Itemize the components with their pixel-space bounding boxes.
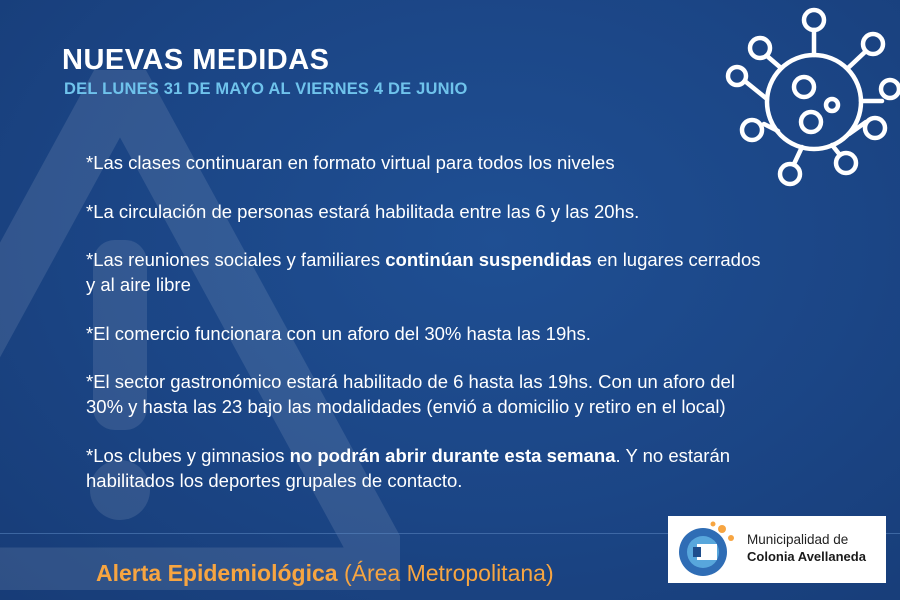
date-range-subtitle: DEL LUNES 31 DE MAYO AL VIERNES 4 DE JUNIO bbox=[64, 80, 468, 98]
measure-emphasis: no podrán abrir durante esta semana bbox=[289, 444, 616, 466]
measure-text: *La circulación de personas estará habilitada entre las 6 y las 20hs. bbox=[86, 200, 640, 222]
measure-item bbox=[86, 443, 766, 493]
municipal-logo bbox=[668, 516, 886, 583]
logo-text-line1: Municipalidad de bbox=[747, 532, 849, 547]
measure-text: *El sector gastronómico estará habilitado de 6 hasta las 19hs. Con un aforo del 30% y hasta las 23 bajo las modalidades (envió a domicilio y retiro en el local) bbox=[86, 371, 735, 417]
measure-text: *Las reuniones sociales y familiares bbox=[86, 249, 386, 270]
measure-text: en lugares cerrados y al aire libre bbox=[86, 249, 761, 295]
measure-text: *Las clases continuaran en formato virtual para todos los niveles bbox=[86, 152, 615, 173]
measure-text: *El comercio funcionara con un aforo del 30% hasta las 19hs. bbox=[86, 322, 591, 344]
alert-region: (Área Metropolitana) bbox=[337, 560, 554, 586]
measure-item bbox=[86, 321, 766, 346]
measure-emphasis: continúan suspendidas bbox=[385, 249, 592, 270]
measure-text: . Y no estarán habilitados los deportes grupales de contacto. bbox=[86, 444, 731, 491]
page-title: NUEVAS MEDIDAS bbox=[62, 44, 330, 76]
alert-title: Alerta Epidemiológica bbox=[96, 560, 338, 586]
measure-item bbox=[86, 150, 766, 175]
logo-text-line2: Colonia Avellaneda bbox=[747, 549, 866, 564]
measure-text: *Los clubes y gimnasios bbox=[86, 444, 290, 466]
measure-item bbox=[86, 369, 766, 419]
alert-footer bbox=[96, 560, 554, 587]
municipal-logo-icon bbox=[676, 519, 738, 579]
measure-item bbox=[86, 247, 766, 297]
measure-item bbox=[86, 199, 766, 224]
measures-list bbox=[86, 150, 766, 516]
